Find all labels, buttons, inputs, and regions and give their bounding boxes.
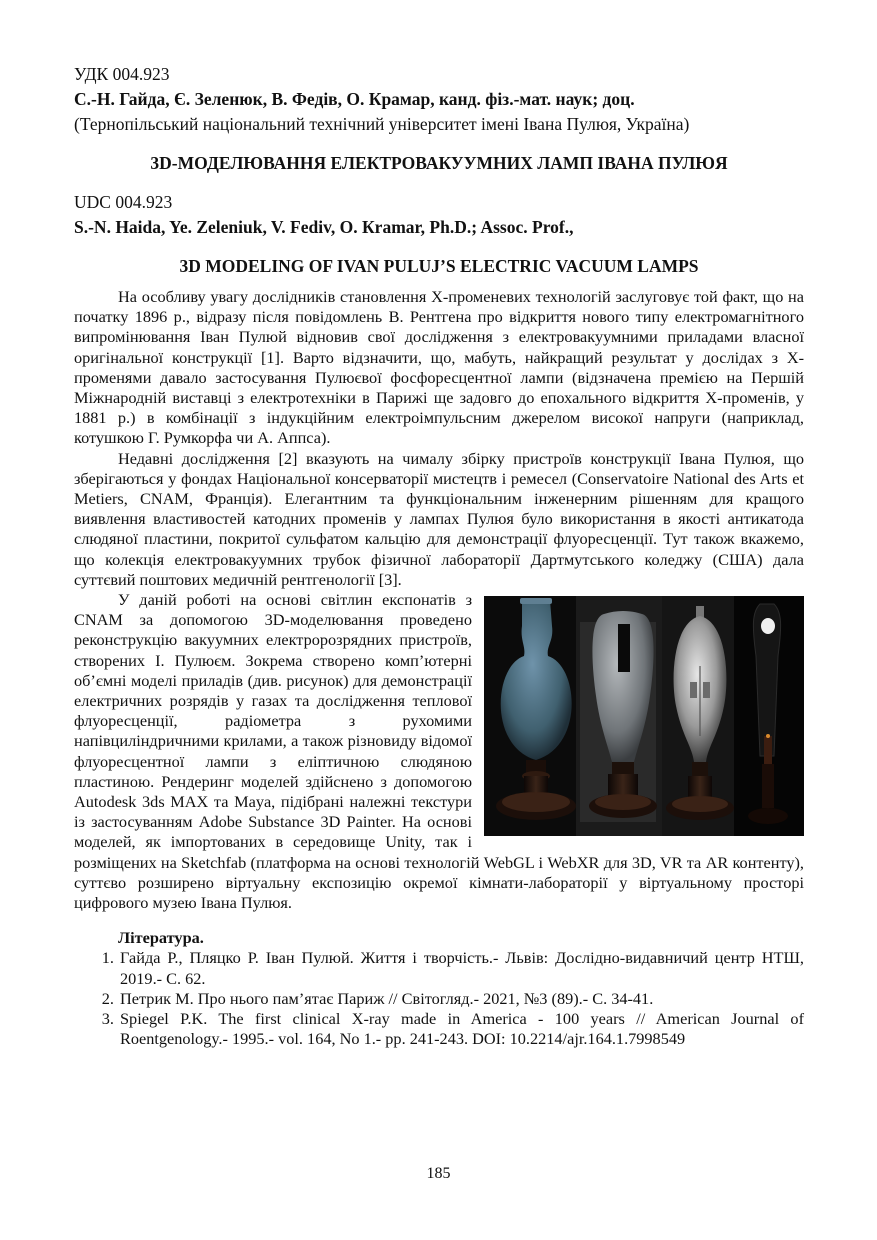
page-content [74,62,804,1049]
lamps-render-image [484,596,804,836]
title-en: 3D MODELING OF IVAN PULUJ’S ELECTRIC VACUUM LAMPS [179,256,699,276]
paragraph-2: Недавні дослідження [2] вказують на чималу збірку пристроїв конструкції Івана Пулюя, що зберігаються у фондах Національної консерваторії мистецтв і ремесел (Conservatoire National des Arts et Metiers, CNAM, Франція). Елегантним та функціональним інженерним рішенням для кращого виявлення властивостей катодних променів у лампах Пулюя було використання в якості антикатода слюдяної пластини, покритої сульфатом кальцію для демонстрації флуоресценції. Тут також вкажемо, що колекція електровакуумних трубок фізичної лабораторії Дартмутського коледжу (США) дала суттєвий поштових медичній рентгенології [3]. [74,448,804,589]
references-list [74,948,804,1049]
authors-en: S.-N. Haida, Ye. Zeleniuk, V. Fediv, O. Кramar, Ph.D.; Assoc. Prof., [74,217,574,237]
title-ua: 3D-МОДЕЛЮВАННЯ ЕЛЕКТРОВАКУУМНИХ ЛАМП ІВАНА ПУЛЮЯ [150,153,728,173]
paragraph-1: На особливу увагу дослідників становлення Х-променевих технологій заслуговує той факт, що на початку 1896 р., відразу після повідомлень В. Рентгена про відкриття нового типу електромагнітного випромінювання Іван Пулюй відновив свої дослідження з електровакуумними приладами власної оригінальної конструкції [1]. Варто відзначити, що, мабуть, найкращий результат у дослідах з Х-променями давало застосування Пулюєвої фосфоресцентної лампи (відзначена премією на Першій Міжнародній виставці з електротехніки в Парижі ще задовго до епохального відкриття Х-променів, у 1881 р.) в комбінації з індукційним електроімпульсним джерелом високої напруги (наприклад, котушкою Г. Румкорфа чи А. Аппса). [74,287,804,448]
lamps-figure [484,596,804,836]
udc-ua: УДК 004.923 [74,64,170,84]
reference-item: 1. Гайда Р., Пляцко Р. Іван Пулюй. Життя і творчість.- Львів: Дослідно-видавничий центр НТШ, 2019.- С. 62. [118,948,804,988]
authors-ua: С.-Н. Гайда, Є. Зеленюк, В. Федів, О. Крамар, канд. фіз.-мат. наук; доц. [74,89,635,109]
udc-en: UDC 004.923 [74,192,173,212]
references-title: Література. [118,928,204,948]
reference-item: 2. Петрик М. Про нього пам’ятає Париж // Світогляд.- 2021, №3 (89).- С. 34-41. [118,989,804,1009]
figure-section [74,590,804,913]
reference-item: 3. Spiegel P.K. The first clinical X-ray made in America - 100 years // American Journal of Roentgenology.- 1995.- vol. 164, No 1.- pp. 241-243. DOI: 10.2214/ajr.164.1.7998549 [118,1009,804,1049]
affiliation-ua: (Тернопільський національний технічний університет імені Івана Пулюя, Україна) [74,114,690,134]
page-number: 185 [426,1165,451,1182]
paragraph-3: У даній роботі на основі світлин експонатів з CNAM за допомогою 3D-моделювання проведено реконструкцію вакуумних електророзрядних пристроїв, створених І. Пулюєм. Зокрема створено комп’ютерні об’ємні моделі приладів (див. рисунок) для демонстрації електричних розрядів у газах та дослідження теплової флуоресценції, радіометра з рухомими напівциліндричними крилами, а також різновиду відомої флуоресцентної лампи з еліптичною слюдяною пластиною. Рендеринг моделей здійснено з допомогою Autodesk 3ds MAX та Maya, підібрані належні текстури із застосуванням Adobe Substance 3D Painter. На основі моделей, як імпортованих в середовище Unity, так і розміщених на Sketchfab (платформа на основі технологій WebGL і WebXR для 3D, VR та AR контенту), суттєво розширено віртуальну експозицію окремої кімнати-лабораторії у віртуальному просторі цифрового музею Івана Пулюя. [74,590,804,913]
